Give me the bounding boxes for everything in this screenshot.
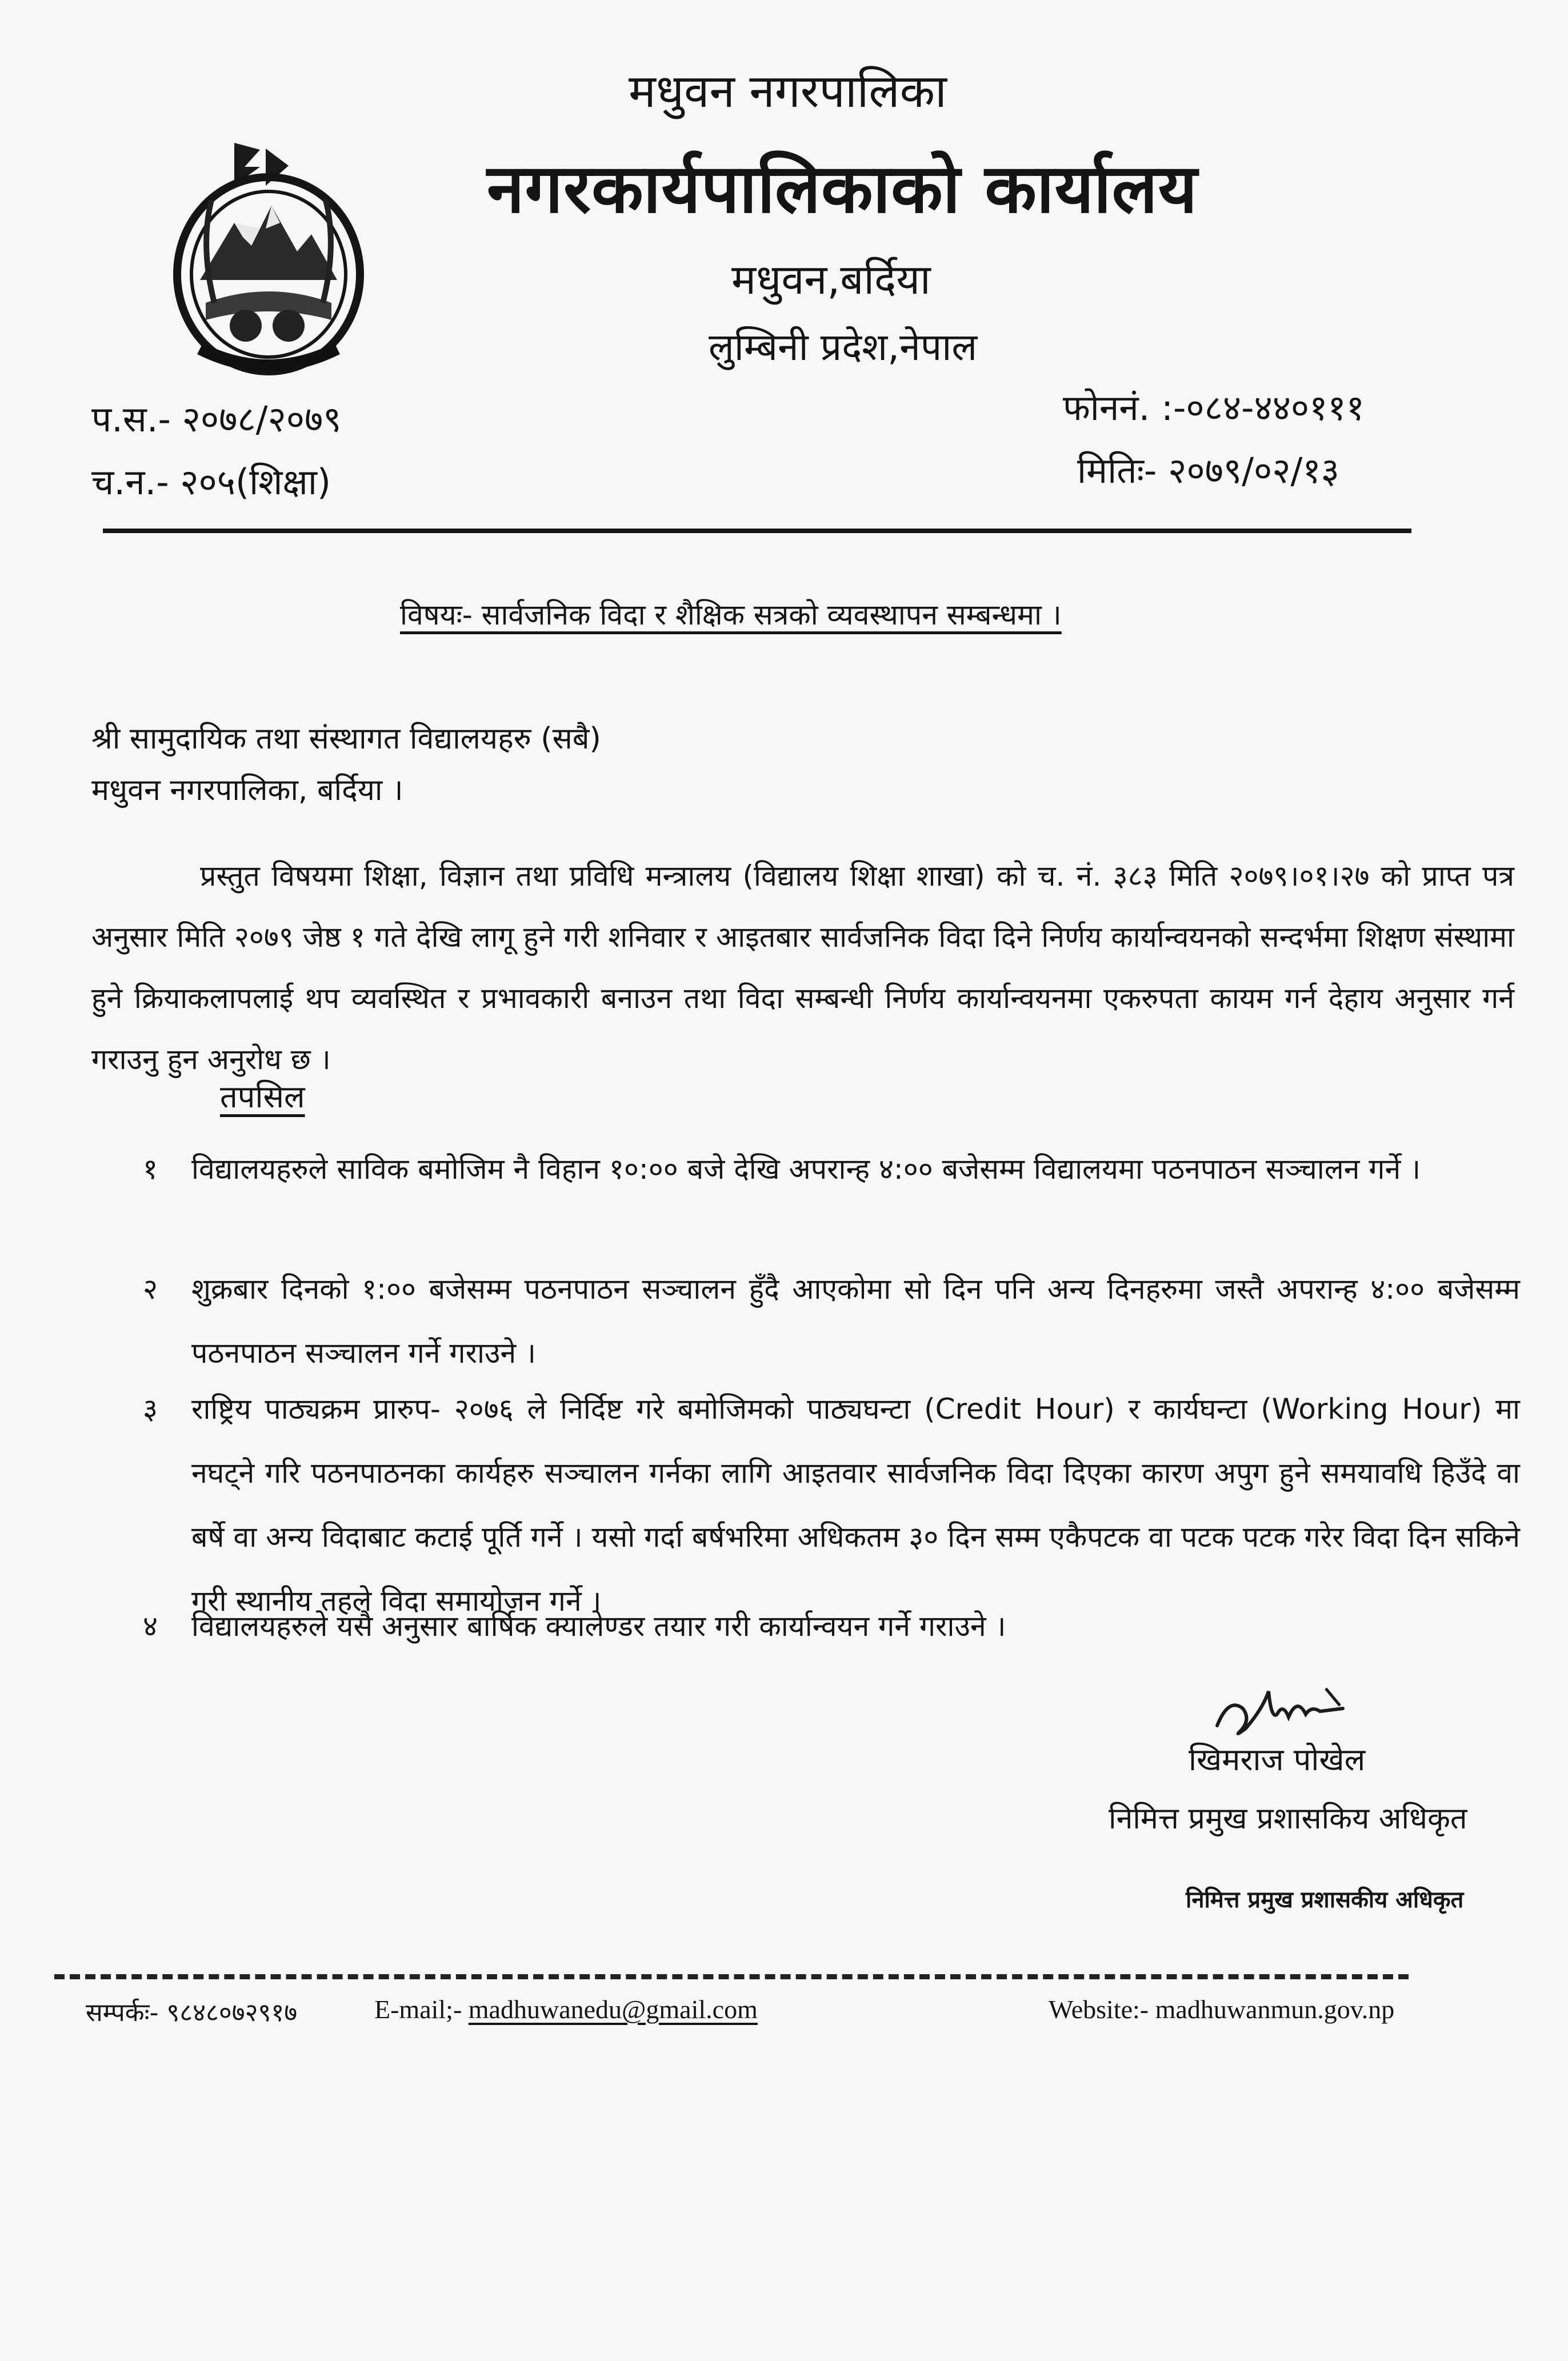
signatory-name: खिमराज पोखेल [1189, 1742, 1366, 1778]
reference-number: प.स.- २०७८/२०७९ [91, 398, 342, 440]
office-province: लुम्बिनी प्रदेश,नेपाल [709, 325, 978, 369]
municipality-name: मधुवन नगरपालिका [629, 65, 947, 118]
website[interactable]: Website:- madhuwanmun.gov.np [1049, 1995, 1395, 2024]
addressee-line-1: श्री सामुदायिक तथा संस्थागत विद्यालयहरु (सबै) [91, 722, 601, 756]
letter-date: मितिः- २०७९/०२/१३ [1077, 450, 1339, 491]
letter-body: प्रस्तुत विषयमा शिक्षा, विज्ञान तथा प्रविधि मन्त्रालय (विद्यालय शिक्षा शाखा) को च. नं. ३८३ मिति २०७९।०१।२७ को प्राप्त पत्र अनुसार मिति २०७९ जेष्ठ १ गते देखि लागू हुने गरी शनिवार र आइतबार सार्वजनिक विदा दिने निर्णय कार्यान्वयनको सन्दर्भमा शिक्षण संस्थामा हुने क्रियाकलापलाई थप व्यवस्थित र प्रभावकारी बनाउन तथा विदा सम्बन्धी निर्णय कार्यान्वयनमा एकरुपता कायम गर्न देहाय अनुसार गर्न गराउनु हुन अनुरोध छ । [91, 859, 1514, 1076]
tapasil-heading: तपसिल [220, 1079, 305, 1115]
list-item [91, 1257, 1520, 1385]
list-item-number: २ [143, 1272, 158, 1306]
list-item-text: राष्ट्रिय पाठ्यक्रम प्रारुप- २०७६ ले निर्दिष्ट गरे बमोजिमको पाठ्यघन्टा (Credit Hour) र कार्यघन्टा (Working Hour) मा नघट्ने गरि पठनपाठनका कार्यहरु सञ्चालन गर्नका लागि आइतवार सार्वजनिक विदा दिएका कारण अपुग हुने समयावधि हिउँदे वा बर्षे वा अन्य विदाबाट कटाई पूर्ति गर्ने । यसो गर्दा बर्षभरिमा अधिकतम ३० दिन सम्म एकैपटक वा पटक पटक गरेर विदा दिन सकिने गरी स्थानीय तहले विदा समायोजन गर्ने । [191, 1392, 1520, 1618]
list-item-number: ३ [143, 1392, 158, 1426]
header-divider [103, 529, 1411, 533]
list-item-text: विद्यालयहरुले यसै अनुसार बार्षिक क्यालेण्डर तयार गरी कार्यान्वयन गर्ने गराउने । [191, 1610, 1006, 1643]
letter-subject: विषयः- सार्वजनिक विदा र शैक्षिक सत्रको व्यवस्थापन सम्बन्धमा । [400, 598, 1062, 631]
list-item [91, 1137, 1520, 1201]
addressee-line-2: मधुवन नगरपालिका, बर्दिया । [91, 773, 403, 807]
list-item-number: ४ [143, 1610, 158, 1643]
email-link[interactable]: madhuwanedu@gmail.com [468, 1995, 758, 2024]
list-item-text: विद्यालयहरुले साविक बमोजिम नै विहान १०:०० बजे देखि अपरान्ह ४:०० बजेसम्म विद्यालयमा पठनपाठन सञ्चालन गर्ने । [191, 1153, 1421, 1186]
signatory-title: निमित्त प्रमुख प्रशासकिय अधिकृत [1109, 1802, 1467, 1836]
contact-number: सम्पर्कः- ९८४८०७२९१७ [86, 1998, 298, 2027]
list-item-text: शुक्रबार दिनको १:०० बजेसम्म पठनपाठन सञ्चालन हुँदै आएकोमा सो दिन पनि अन्य दिनहरुमा जस्तै अपरान्ह ४:०० बजेसम्म पठनपाठन सञ्चालन गर्ने गराउने । [191, 1272, 1520, 1370]
nepal-government-emblem-icon [166, 131, 371, 389]
office-title: नगरकार्यपालिकाको कार्यालय [487, 149, 1198, 228]
phone-number: फोननं. :-०८४-४४०१११ [1063, 387, 1365, 429]
email-label: E-mail;- [374, 1995, 462, 2024]
official-stamp: निमित्त प्रमुख प्रशासकीय अधिकृत [1186, 1887, 1464, 1913]
email-line [374, 1994, 758, 2024]
footer-divider [54, 1974, 1409, 1979]
office-address: मधुवन,बर्दिया [731, 255, 931, 303]
list-item [91, 1594, 1520, 1658]
dispatch-number: च.न.- २०५(शिक्षा) [91, 461, 331, 503]
list-item-number: १ [143, 1153, 158, 1186]
